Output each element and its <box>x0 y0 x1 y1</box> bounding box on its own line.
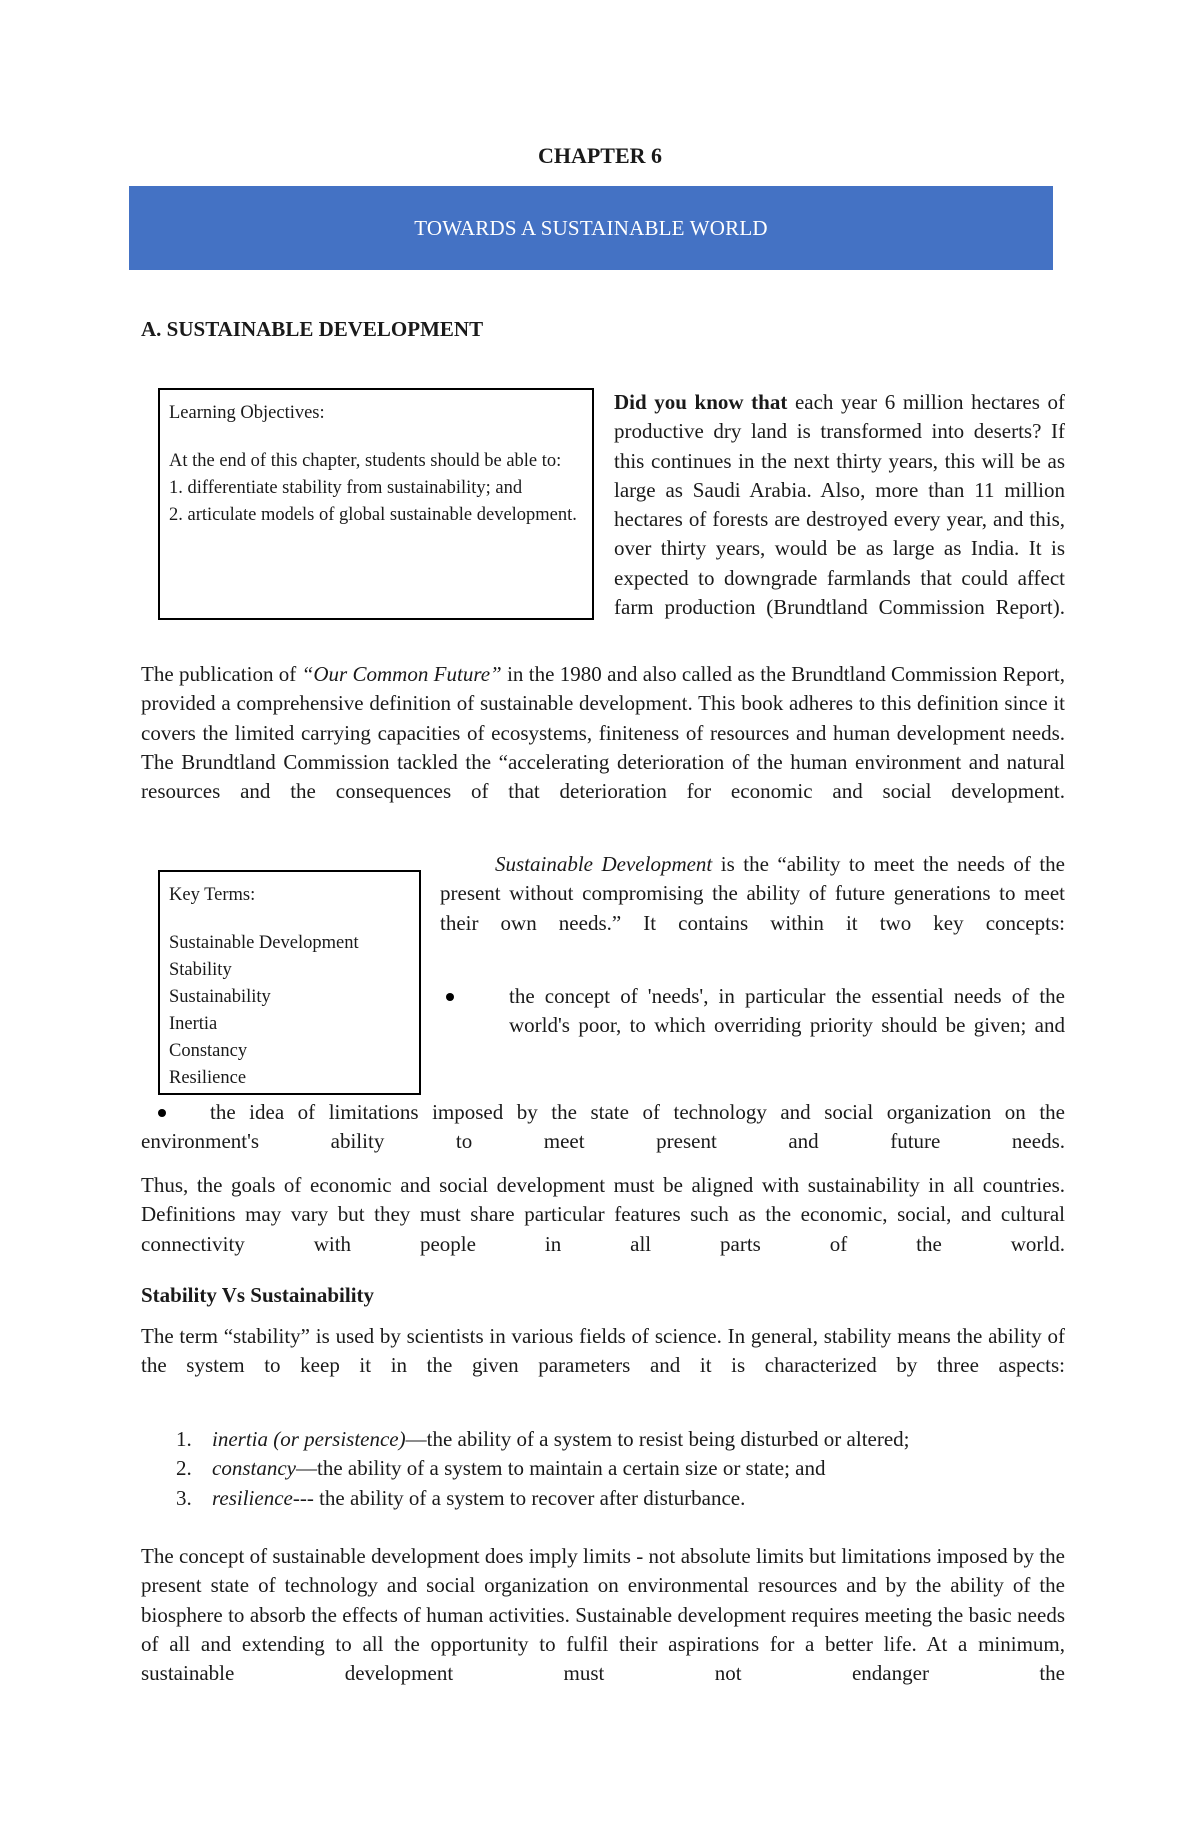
chapter-title: TOWARDS A SUSTAINABLE WORLD <box>414 215 768 240</box>
bullet-item: the idea of limitations imposed by the state of technology and social organization on the environment's ability to meet present and future needs. <box>141 1100 1065 1154</box>
stability-heading: Stability Vs Sustainability <box>141 1283 375 1307</box>
section-heading: A. SUSTAINABLE DEVELOPMENT <box>141 317 484 341</box>
bullet-item: the concept of 'needs', in particular the essential needs of the world's poor, to which overriding priority should be given; and <box>509 984 1065 1038</box>
learning-objectives-heading: Learning Objectives: <box>169 403 325 423</box>
sd-term: Sustainable Development <box>495 852 713 876</box>
learning-objective-item: 2. articulate models of global sustainable development. <box>169 505 577 525</box>
key-terms-box <box>158 870 421 1095</box>
book-title: “Our Common Future” <box>301 662 502 686</box>
key-term-item: Sustainable Development <box>169 933 359 953</box>
key-term-item: Stability <box>169 960 232 980</box>
bullet-icon <box>446 993 454 1001</box>
key-term-item: Constancy <box>169 1041 248 1061</box>
learning-objectives-box <box>158 388 594 620</box>
stability-paragraph: The term “stability” is used by scientists in various fields of science. In general, stability means the ability of the system to keep it in the given parameters and it is characterized by three aspects: <box>141 1324 1065 1378</box>
goals-paragraph: Thus, the goals of economic and social development must be aligned with sustainability in all countries. Definitions may vary but they must share particular features such as the economic, social, and cultural connectivity with people in all parts of the world. <box>141 1173 1065 1256</box>
key-term-item: Sustainability <box>169 987 271 1007</box>
chapter-label: CHAPTER 6 <box>537 143 663 168</box>
did-you-know-lead: Did you know that <box>614 390 788 414</box>
key-term-item: Inertia <box>169 1014 218 1034</box>
document-page: CHAPTER 6 TOWARDS A SUSTAINABLE WORLD A. SUSTAINABLE DEVELOPMENT Learning Objectives: At the end of this chapter, students should be able to: 1. differentiate stability from sustainability; and 2. articulate models of global sustainable development. Did you know that each year 6 million hectares of productive dry land is transformed into deserts? If this continues in the next thirty years, this will be as large as Saudi Arabia. Also, more than 11 million hectares of forests are destroyed every year, and this, over thirty years, would be as large as India. It is expected to downgrade farmlands that could affect farm production (Brundtland Commission Report). The publication of “Our Common Future” in the 1980 and also called as the Brundtland Commission Report, provided a comprehensive definition of sustainable development. This book adheres to this definition since it covers the limited carrying capacities of ecosystems, finiteness of resources and human development needs. The Brundtland Commission tackled the “accelerating deterioration of the human environment and natural resources and the consequences of that deterioration for economic and social development. Key Terms: Sustainable Development Stability Sustainability Inertia Constancy Resilience Sustainable Development is the “ability to meet the needs of the present without compromising the ability of future generations to meet their own needs.” It contains within it two key concepts: the concept of 'needs', in particular the essential needs of the world's poor, to which overriding priority should be given; and the idea of limitations imposed by the state of technology and social organization on the environment's ability to meet present and future needs. Thus, the goals of economic and social development must be aligned with sustainability in all countries. Definitions may vary but they must share particular features such as the economic, social, and cultural connectivity with people in all parts of the world. Stability Vs Sustainability The term “stability” is used by scientists in various fields of science. In general, stability means the ability of the system to keep it in the given parameters and it is characterized by three aspects: 1. inertia (or persistence)—the ability of a system to resist being disturbed or altered; 2. constancy—the ability of a system to maintain a certain size or state; and 3. resilience--- the ability of a system to recover after disturbance. The concept of sustainable development does imply limits - not absolute limits but limitations imposed by the present state of technology and social organization on environmental resources and by the ability of the biosphere to absorb the effects of human activities. Sustainable development requires meeting the basic needs of all and extending to all the opportunity to fulfil their aspirations for a better life. At a minimum, sustainable development must not endanger the <box>0 0 1200 1835</box>
chapter-title-banner <box>129 186 1053 270</box>
did-you-know-paragraph: Did you know that each year 6 million hectares of productive dry land is transformed into deserts? If this continues in the next thirty years, this will be as large as Saudi Arabia. Also, more than 11 million hectares of forests are destroyed every year, and this, over thirty years, would be as large as India. It is expected to downgrade farmlands that could affect farm production (Brundtland Commission Report). <box>614 390 1065 620</box>
aspect-term: constancy <box>212 1456 296 1480</box>
aspect-term: resilience <box>212 1486 293 1510</box>
learning-objective-item: 1. differentiate stability from sustainability; and <box>169 478 523 498</box>
key-terms-heading: Key Terms: <box>169 885 256 905</box>
aspect-term: inertia (or persistence) <box>212 1427 406 1451</box>
key-term-item: Resilience <box>169 1068 247 1088</box>
sd-definition-paragraph: Sustainable Development is the “ability to meet the needs of the present without compromising the ability of future generations to meet their own needs.” It contains within it two key concepts: <box>440 852 1066 935</box>
limits-paragraph: The concept of sustainable development does imply limits - not absolute limits but limitations imposed by the present state of technology and social organization on environmental resources and by the ability of the biosphere to absorb the effects of human activities. Sustainable development requires meeting the basic needs of all and extending to all the opportunity to fulfil their aspirations for a better life. At a minimum, sustainable development must not endanger the <box>141 1544 1065 1686</box>
publication-paragraph: The publication of “Our Common Future” in the 1980 and also called as the Brundtland Commission Report, provided a comprehensive definition of sustainable development. This book adheres to this definition since it covers the limited carrying capacities of ecosystems, finiteness of resources and human development needs. The Brundtland Commission tackled the “accelerating deterioration of the human environment and natural resources and the consequences of that deterioration for economic and social development. <box>141 662 1065 804</box>
learning-objectives-intro: At the end of this chapter, students should be able to: <box>169 451 562 471</box>
